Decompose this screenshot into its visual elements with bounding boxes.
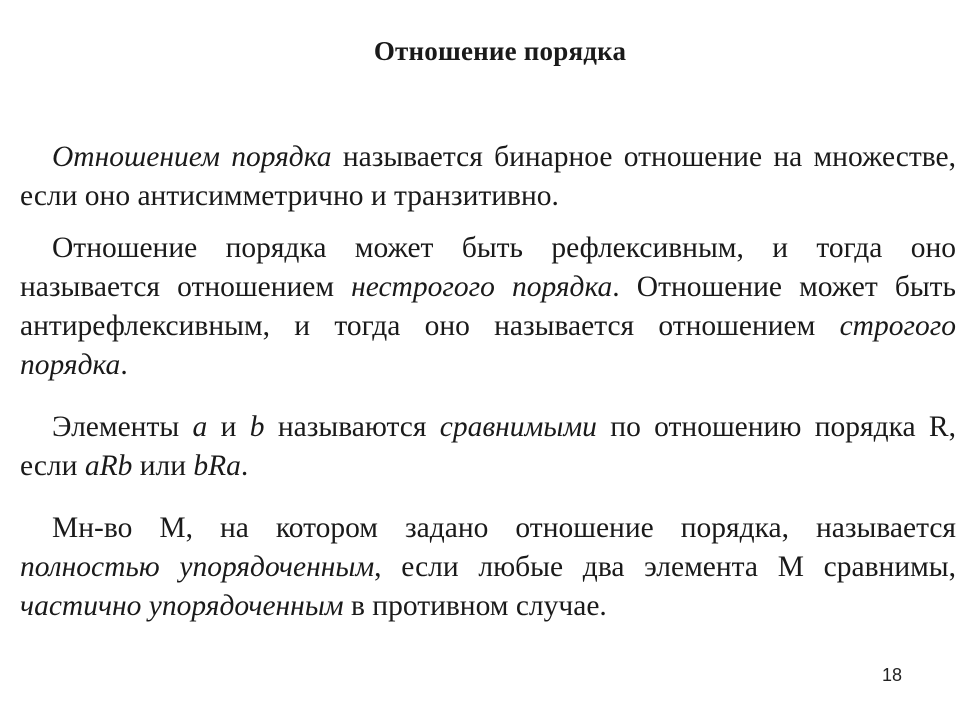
- text: Элементы: [52, 411, 193, 443]
- page-number: 18: [881, 665, 902, 685]
- text: .: [240, 450, 249, 482]
- paragraph-reflexive: [20, 229, 956, 385]
- text: Отношение порядка может быть рефлексивным, и тогда оно называется отношением: [20, 232, 956, 303]
- text: . Отношение может быть антирефлексивным, и тогда оно называется отношением: [20, 271, 956, 342]
- text: называется бинарное отношение на множестве, если оно антисимметрично и транзитивно.: [20, 141, 956, 212]
- text: и: [207, 411, 250, 443]
- var-b: b: [249, 411, 265, 443]
- slide-title: Отношение порядка: [373, 36, 627, 66]
- text: Мн-во М, на котором задано отношение порядка, называется: [52, 512, 956, 544]
- paragraph-comparable: [20, 408, 956, 486]
- term-order-relation: Отношением порядка: [52, 141, 332, 173]
- expr-arb: aRb: [84, 450, 133, 482]
- text: по отношению порядка R, если: [20, 411, 956, 482]
- term-partially-ordered: частично упорядоченным: [20, 590, 344, 622]
- slide-body: [20, 138, 956, 626]
- text: называются: [264, 411, 440, 443]
- text: в противном случае.: [343, 590, 607, 622]
- term-strict-order: строгого порядка: [20, 310, 956, 381]
- text: , если любые два элемента М сравнимы,: [374, 551, 956, 583]
- text: или: [132, 450, 194, 482]
- paragraph-ordered-set: [20, 509, 956, 626]
- term-comparable: сравнимыми: [439, 411, 597, 443]
- paragraph-definition: [20, 138, 956, 216]
- var-a: a: [192, 411, 208, 443]
- term-non-strict-order: нестрогого порядка: [351, 271, 613, 303]
- text: .: [120, 349, 128, 381]
- term-totally-ordered: полностью упорядоченным: [20, 551, 375, 583]
- expr-bra: bRa: [193, 450, 241, 482]
